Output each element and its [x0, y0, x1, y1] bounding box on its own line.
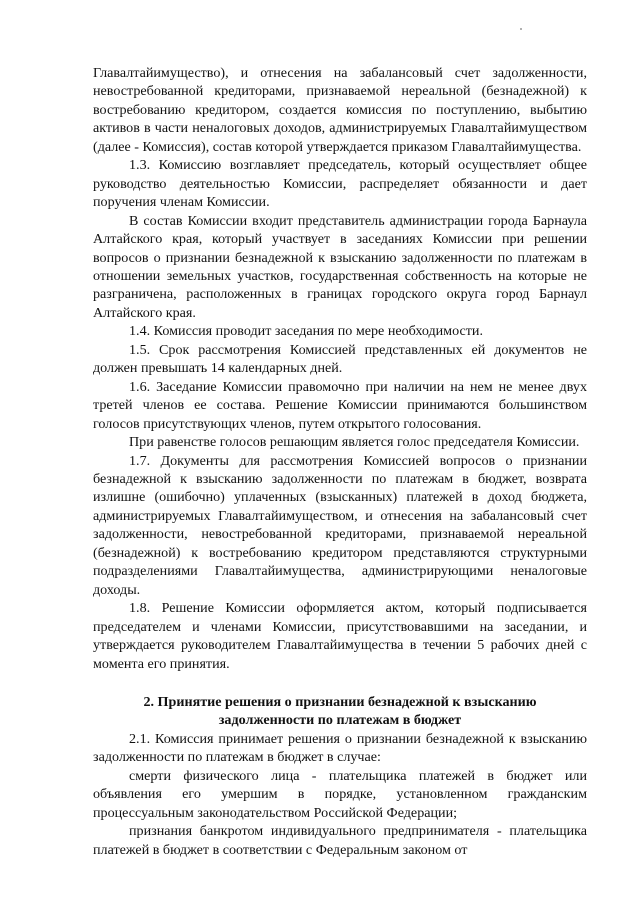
paragraph-1-3: 1.3. Комиссию возглавляет председатель, который осуществляет общее руководство деятельностью Комиссии, распределяет обязанности и дает поручения членам Комиссии. [93, 157, 587, 211]
paragraph-1-4: 1.4. Комиссия проводит заседания по мере необходимости. [129, 323, 483, 340]
section-gap [93, 673, 587, 693]
paragraph-bankruptcy-case: признания банкротом индивидуального предпринимателя - плательщика платежей в бюджет в соответствии с Федеральным законом от [93, 823, 587, 858]
section-heading-line-1: 2. Принятие решения о признании безнадежной к взысканию [143, 693, 537, 710]
paragraph-2-1: 2.1. Комиссия принимает решения о признании безнадежной к взысканию задолженности по платежам в бюджет в случае: [93, 730, 587, 766]
paragraph-1-5: 1.5. Срок рассмотрения Комиссией представленных ей документов не должен превышать 14 календарных дней. [93, 341, 587, 377]
document-body [93, 64, 587, 859]
paragraph-intro: Главалтайимущество), и отнесения на забалансовый счет задолженности, невостребованной кредиторами, признаваемой нереальной (безнадежной) к востребованию кредитором, создается комиссия по поступлению, выбытию активов в части неналоговых доходов, администрируемых Главалтайимуществом (далее - Комиссия), состав которой утверждается приказом Главалтайимущества. [93, 65, 587, 155]
paragraph-death-case: смерти физического лица - плательщика платежей в бюджет или объявления его умершим в порядке, установленном гражданским процессуальным законодательством Российской Федерации; [93, 767, 587, 821]
scan-speck [520, 28, 522, 30]
paragraph-composition: В состав Комиссии входит представитель администрации города Барнаула Алтайского края, который участвует в заседаниях Комиссии при решении вопросов о признании безнадежной к взысканию задолженности по платежам в отношении земельных участков, государственная собственность на которые не разграничена, расположенных в границах городского округа город Барнаул Алтайского края. [93, 212, 587, 321]
paragraph-1-7: 1.7. Документы для рассмотрения Комиссией вопросов о признании безнадежной к взысканию задолженности по платежам в бюджет, возврата излишне (ошибочно) уплаченных (взысканных) платежей в доход бюджета, администрируемых Главалтайимуществом, и отнесения на забалансовый счет задолженности, невостребованной кредиторами, признаваемой нереальной (безнадежной) к востребованию кредитором представляются структурными подразделениями Главалтайимущества, администрирующими неналоговые доходы. [93, 452, 587, 598]
section-heading-line-2: задолженности по платежам в бюджет [218, 712, 462, 729]
paragraph-1-8: 1.8. Решение Комиссии оформляется актом, который подписывается председателем и членами Комиссии, присутствовавшими на заседании, и утверждается руководителем Главалтайимущества в течении 5 рабочих дней с момента его принятия. [93, 600, 587, 672]
paragraph-tie-vote: При равенстве голосов решающим является голос председателя Комиссии. [129, 434, 580, 451]
paragraph-1-6: 1.6. Заседание Комиссии правомочно при наличии на нем не менее двух третей членов ее состава. Решение Комиссии принимаются большинством голосов присутствующих членов, путем открытого голосования. [93, 378, 587, 432]
